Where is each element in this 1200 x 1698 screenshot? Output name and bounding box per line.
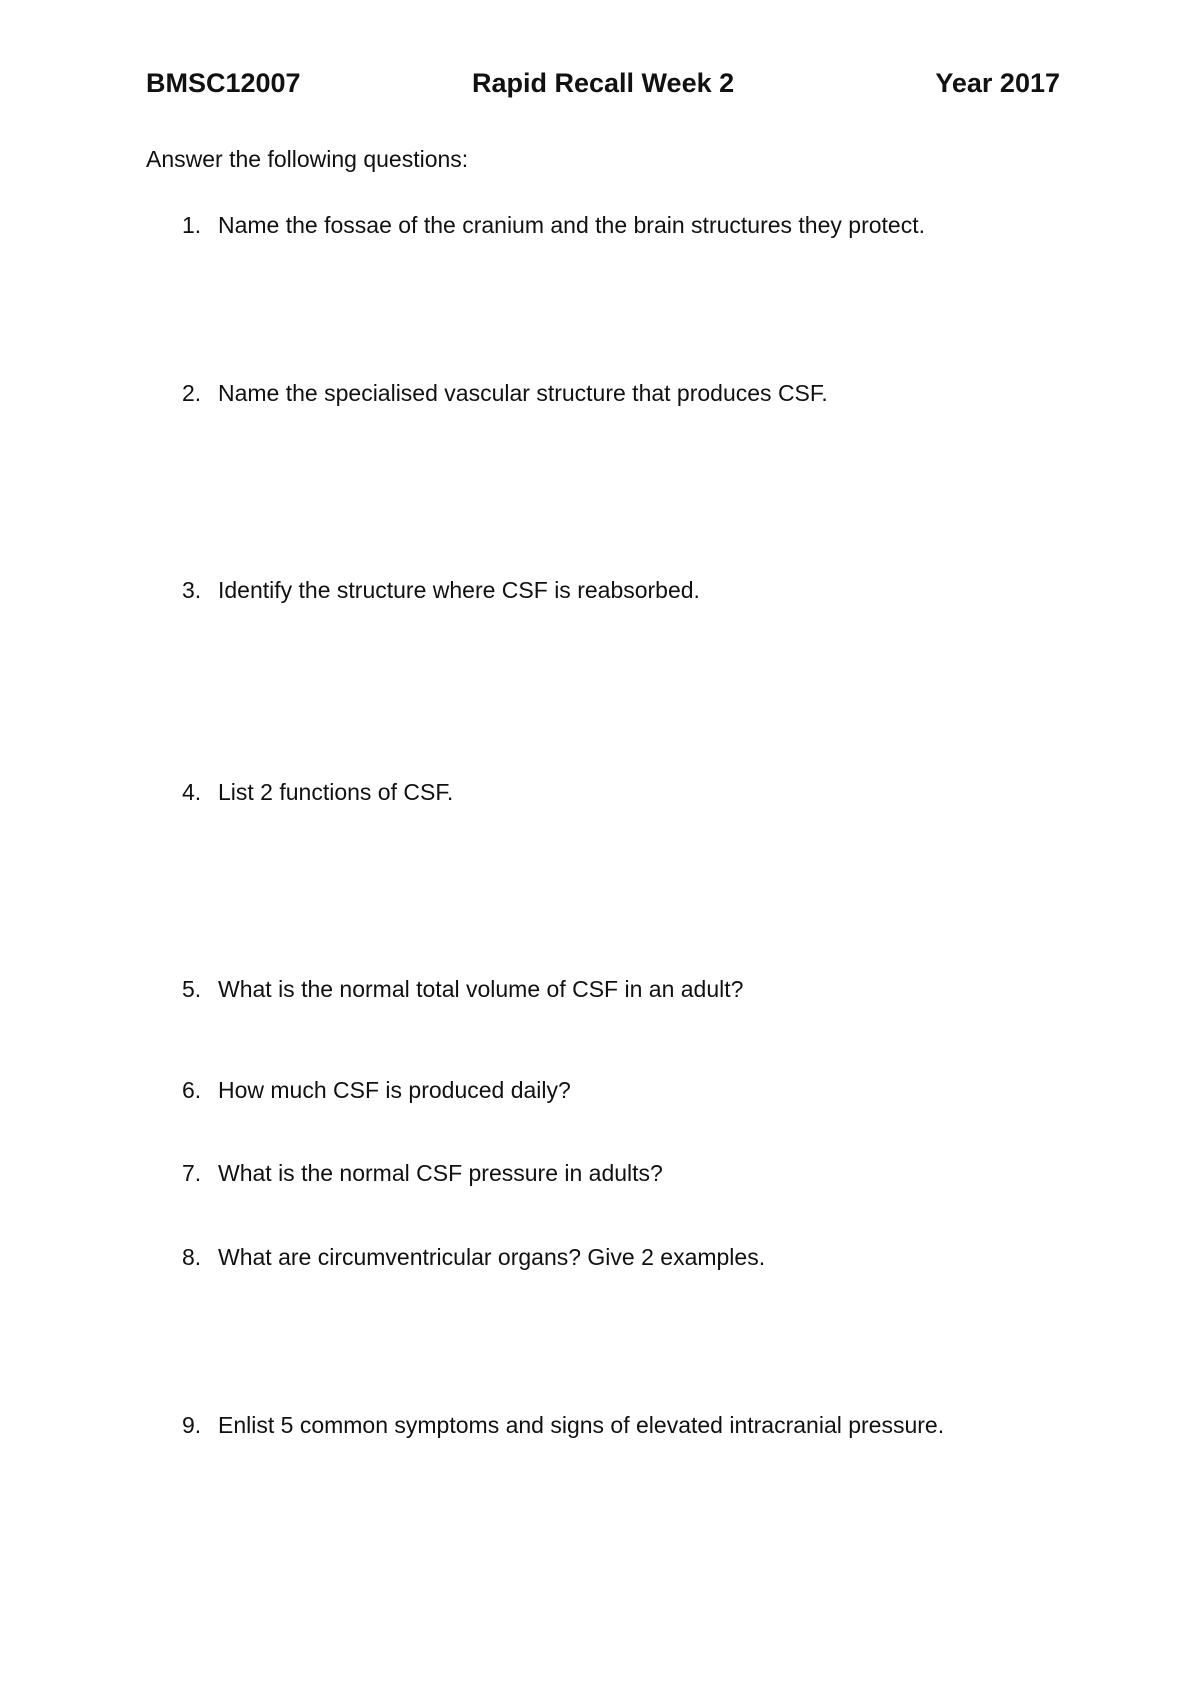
- question-number: 9.: [182, 1412, 202, 1438]
- question-text: What is the normal total volume of CSF in an adult?: [218, 976, 744, 1002]
- question-number: 4.: [182, 779, 202, 805]
- question-7: [182, 1160, 663, 1187]
- question-text: What is the normal CSF pressure in adults?: [218, 1160, 663, 1186]
- question-number: 6.: [182, 1077, 202, 1103]
- instructions-text: Answer the following questions:: [146, 146, 469, 172]
- page-title: Rapid Recall Week 2: [472, 68, 735, 98]
- question-3: [182, 577, 700, 604]
- question-text: How much CSF is produced daily?: [218, 1077, 571, 1103]
- question-text: Name the specialised vascular structure that produces CSF.: [218, 380, 828, 406]
- question-text: Name the fossae of the cranium and the brain structures they protect.: [218, 212, 925, 238]
- course-code: BMSC12007: [146, 68, 301, 98]
- question-4: [182, 779, 453, 806]
- question-number: 3.: [182, 577, 202, 603]
- question-text: Identify the structure where CSF is reabsorbed.: [218, 577, 700, 603]
- question-number: 1.: [182, 212, 202, 238]
- question-number: 2.: [182, 380, 202, 406]
- question-8: [182, 1244, 765, 1271]
- question-text: Enlist 5 common symptoms and signs of elevated intracranial pressure.: [218, 1412, 945, 1438]
- question-number: 5.: [182, 976, 202, 1002]
- question-5: [182, 976, 743, 1003]
- page-header: [146, 68, 1060, 108]
- question-2: [182, 380, 828, 407]
- question-6: [182, 1077, 571, 1104]
- question-text: List 2 functions of CSF.: [218, 779, 454, 805]
- question-text: What are circumventricular organs? Give 2 examples.: [218, 1244, 766, 1270]
- question-1: [182, 212, 925, 239]
- question-number: 7.: [182, 1160, 202, 1186]
- year-label: Year 2017: [935, 68, 1060, 98]
- question-number: 8.: [182, 1244, 202, 1270]
- question-9: [182, 1412, 944, 1439]
